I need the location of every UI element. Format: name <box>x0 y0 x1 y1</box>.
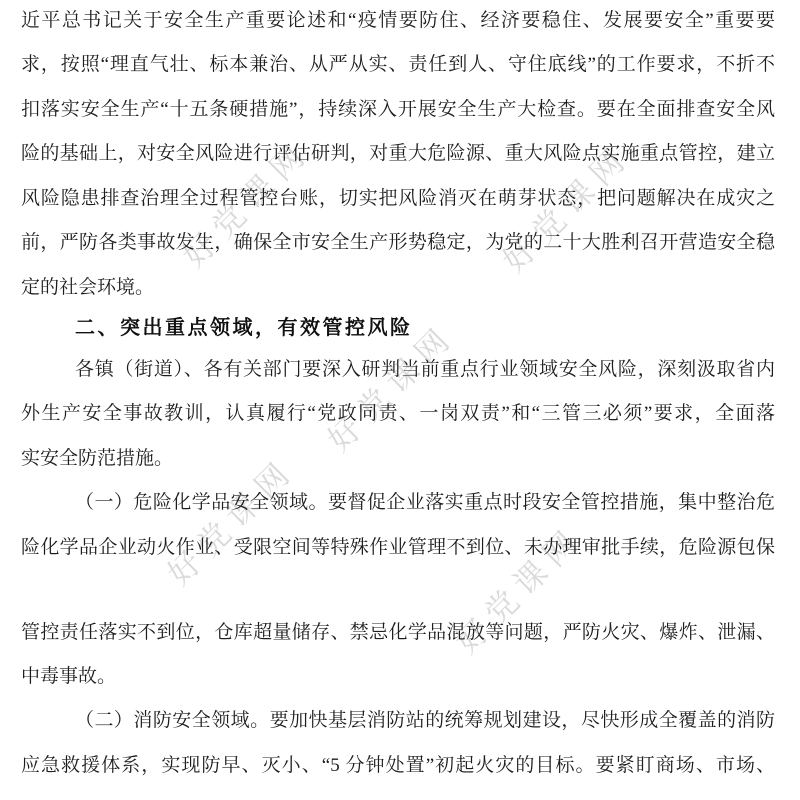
paragraph-line: 前，严防各类事故发生，确保全市安全生产形势稳定，为党的二十大胜利召开营造安全稳 <box>21 232 775 253</box>
paragraph-line: 外生产安全事故教训，认真履行“党政同责、一岗双责”和“三管三必须”要求，全面落 <box>21 403 775 424</box>
paragraph-line: 扣落实安全生产“十五条硬措施”，持续深入开展安全生产大检查。要在全面排查安全风 <box>21 99 775 120</box>
paragraph-line: 求，按照“理直气壮、标本兼治、从严从实、责任到人、守住底线”的工作要求，不折不 <box>21 54 775 75</box>
paragraph-line: 定的社会环境。 <box>21 277 155 298</box>
watermark-text: 好党课网 <box>495 137 638 280</box>
paragraph-line: 管控责任落实不到位，仓库超量储存、禁忌化学品混放等问题，严防火灾、爆炸、泄漏、 <box>21 622 775 643</box>
watermark-text: 好党课网 <box>448 518 591 661</box>
section-heading: 二、突出重点领域，有效管控风险 <box>75 315 413 339</box>
paragraph-line: （二）消防安全领域。要加快基层消防站的统筹规划建设，尽快形成全覆盖的消防 <box>75 710 775 731</box>
watermark-text: 好党课网 <box>320 316 463 459</box>
paragraph-line: 近平总书记关于安全生产重要论述和“疫情要防住、经济要稳住、发展要安全”重要要 <box>21 10 775 31</box>
paragraph-line: 实安全防范措施。 <box>21 448 174 469</box>
paragraph-line: 中毒事故。 <box>21 666 117 687</box>
paragraph-line: 应急救援体系，实现防早、灭小、“5 分钟处置”初起火灾的目标。要紧盯商场、市场、 <box>21 755 775 776</box>
paragraph-line: 险的基础上，对安全风险进行评估研判，对重大危险源、重大风险点实施重点管控，建立 <box>21 143 775 164</box>
paragraph-line: 风险隐患排查治理全过程管控台账，切实把风险消灭在萌芽状态，把问题解决在成灾之 <box>21 188 775 209</box>
watermark-text: 好党课网 <box>160 450 303 593</box>
watermark-text: 好党课网 <box>175 132 318 275</box>
paragraph-line: 各镇（街道）、各有关部门要深入研判当前重点行业领域安全风险，深刻汲取省内 <box>75 359 775 380</box>
paragraph-line: （一）危险化学品安全领域。要督促企业落实重点时段安全管控措施，集中整治危 <box>75 492 775 513</box>
paragraph-line: 险化学品企业动火作业、受限空间等特殊作业管理不到位、未办理审批手续，危险源包保 <box>21 537 775 558</box>
